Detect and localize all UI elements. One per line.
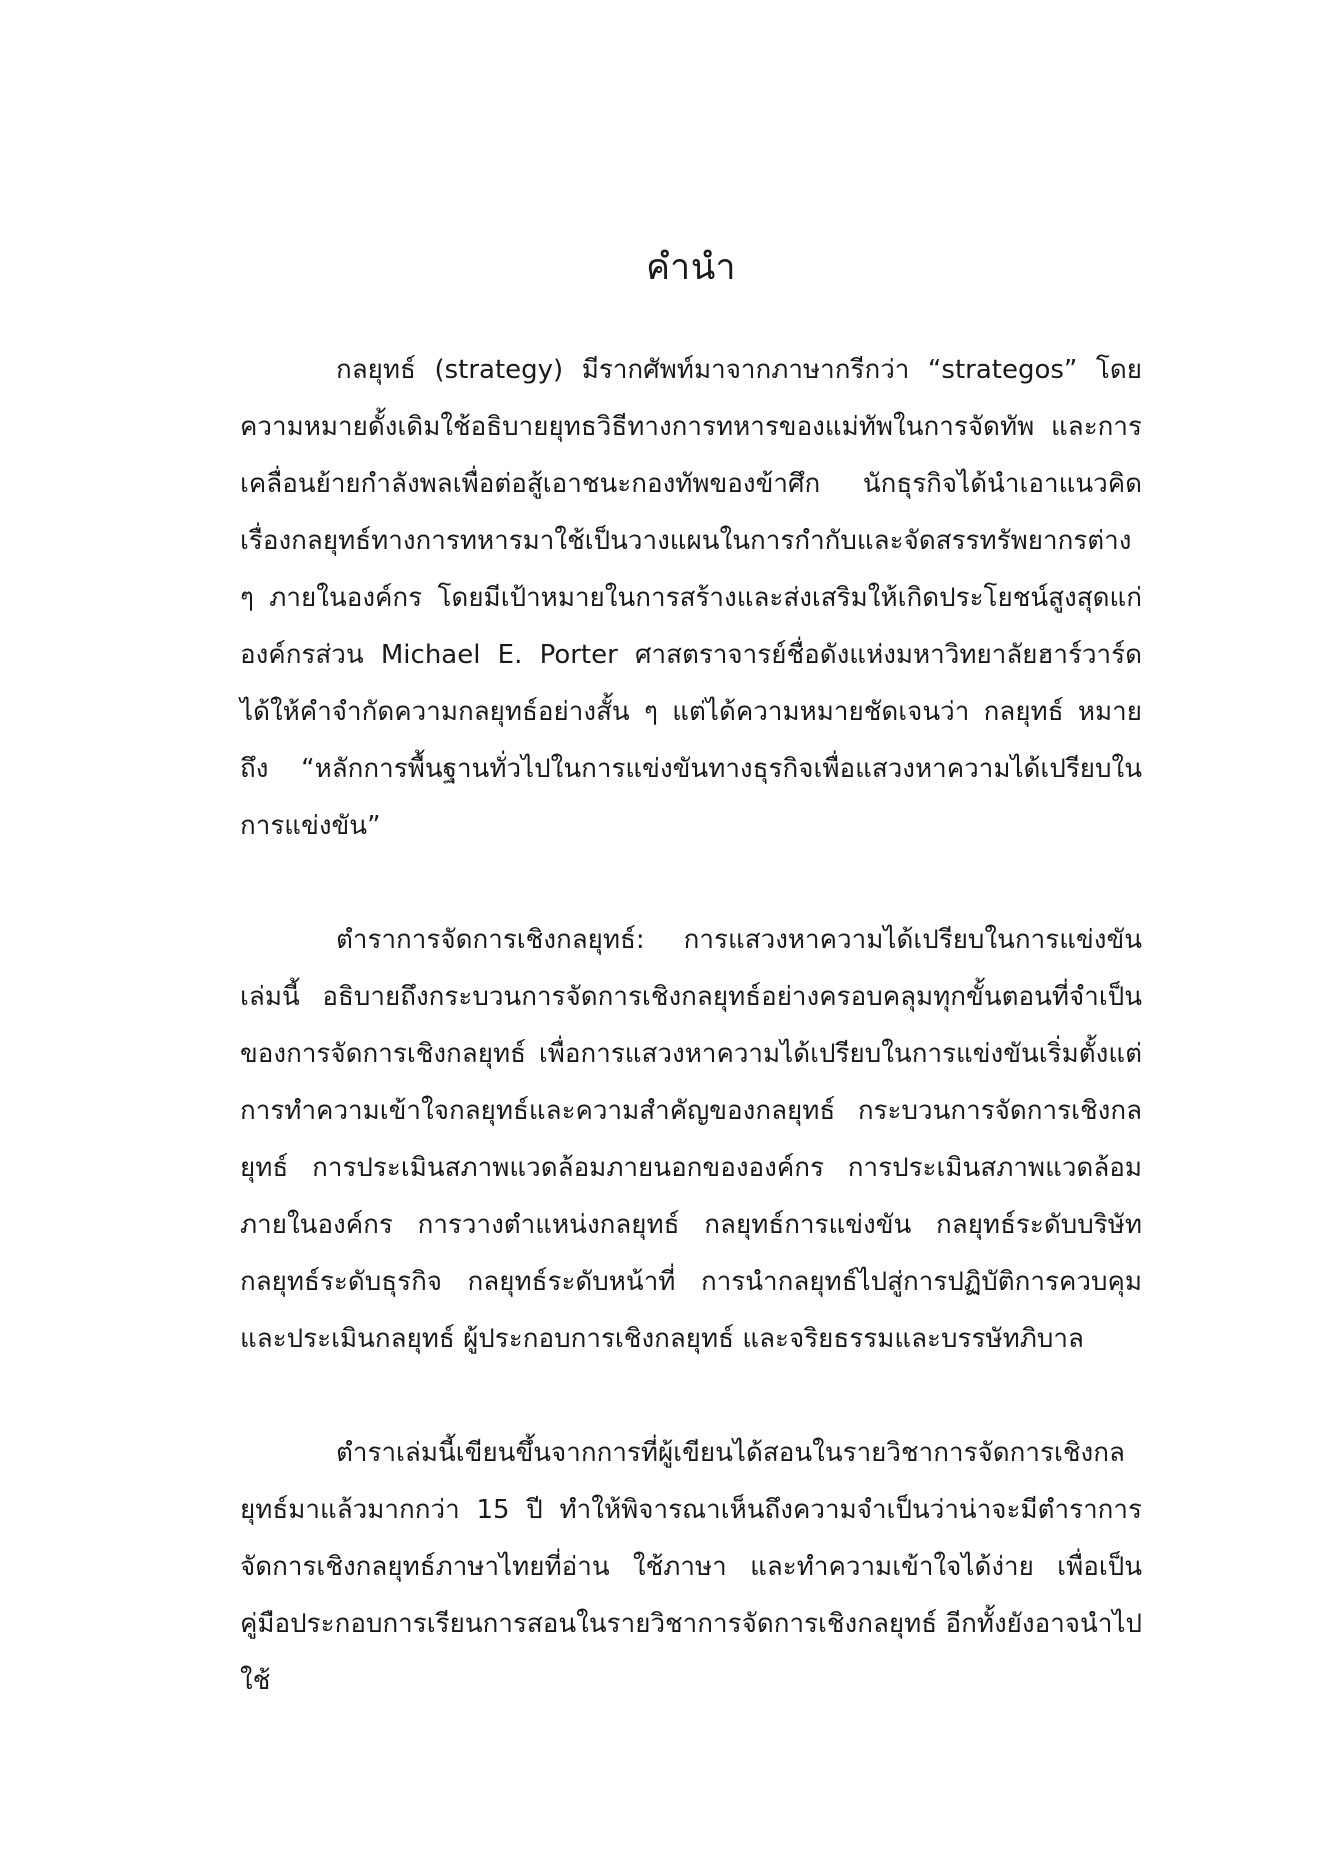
paragraph-1: กลยุทธ์ (strategy) มีรากศัพท์มาจากภาษากรีกว่า “strategos” โดยความหมายดั้งเดิมใช้อธิบายยุทธวิธีทางการทหารของแม่ทัพในการจัดทัพ และการเคลื่อนย้ายกำลังพลเพื่อต่อสู้เอาชนะกองทัพของข้าศึก นักธุรกิจได้นำเอาแนวคิดเรื่องกลยุทธ์ทางการทหารมาใช้เป็นวางแผนในการกำกับและจัดสรรทรัพยากรต่าง ๆ ภายในองค์กร โดยมีเป้าหมายในการสร้างและส่งเสริมให้เกิดประโยชน์สูงสุดแก่องค์กรส่วน Michael E. Porter ศาสตราจารย์ชื่อดังแห่งมหาวิทยาลัยฮาร์วาร์ด ได้ให้คำจำกัดความกลยุทธ์อย่างสั้น ๆ แต่ได้ความหมายชัดเจนว่า กลยุทธ์ หมายถึง “หลักการพื้นฐานทั่วไปในการแข่งขันทางธุรกิจเพื่อแสวงหาความได้เปรียบในการแข่งขัน”	[240, 355, 1142, 841]
page-title: คำนำ	[645, 247, 737, 288]
page-content	[240, 238, 1142, 1710]
paragraph-2: ตำราการจัดการเชิงกลยุทธ์: การแสวงหาความได้เปรียบในการแข่งขันเล่มนี้ อธิบายถึงกระบวนการจัดการเชิงกลยุทธ์อย่างครอบคลุมทุกขั้นตอนที่จำเป็นของการจัดการเชิงกลยุทธ์ เพื่อการแสวงหาความได้เปรียบในการแข่งขันเริ่มตั้งแต่การทำความเข้าใจกลยุทธ์และความสำคัญของกลยุทธ์ กระบวนการจัดการเชิงกลยุทธ์ การประเมินสภาพแวดล้อมภายนอกขององค์กร การประเมินสภาพแวดล้อมภายในองค์กร การวางตำแหน่งกลยุทธ์ กลยุทธ์การแข่งขัน กลยุทธ์ระดับบริษัท กลยุทธ์ระดับธุรกิจ กลยุทธ์ระดับหน้าที่ การนำกลยุทธ์ไปสู่การปฏิบัติการควบคุมและประเมินกลยุทธ์ ผู้ประกอบการเชิงกลยุทธ์ และจริยธรรมและบรรษัทภิบาล	[240, 925, 1142, 1354]
paragraph-3: ตำราเล่มนี้เขียนขึ้นจากการที่ผู้เขียนได้สอนในรายวิชาการจัดการเชิงกลยุทธ์มาแล้วมากกว่า 15 ปี ทำให้พิจารณาเห็นถึงความจำเป็นว่าน่าจะมีตำราการจัดการเชิงกลยุทธ์ภาษาไทยที่อ่าน ใช้ภาษา และทำความเข้าใจได้ง่าย เพื่อเป็นคู่มือประกอบการเรียนการสอนในรายวิชาการจัดการเชิงกลยุทธ์ อีกทั้งยังอาจนำไปใช้	[240, 1438, 1142, 1696]
